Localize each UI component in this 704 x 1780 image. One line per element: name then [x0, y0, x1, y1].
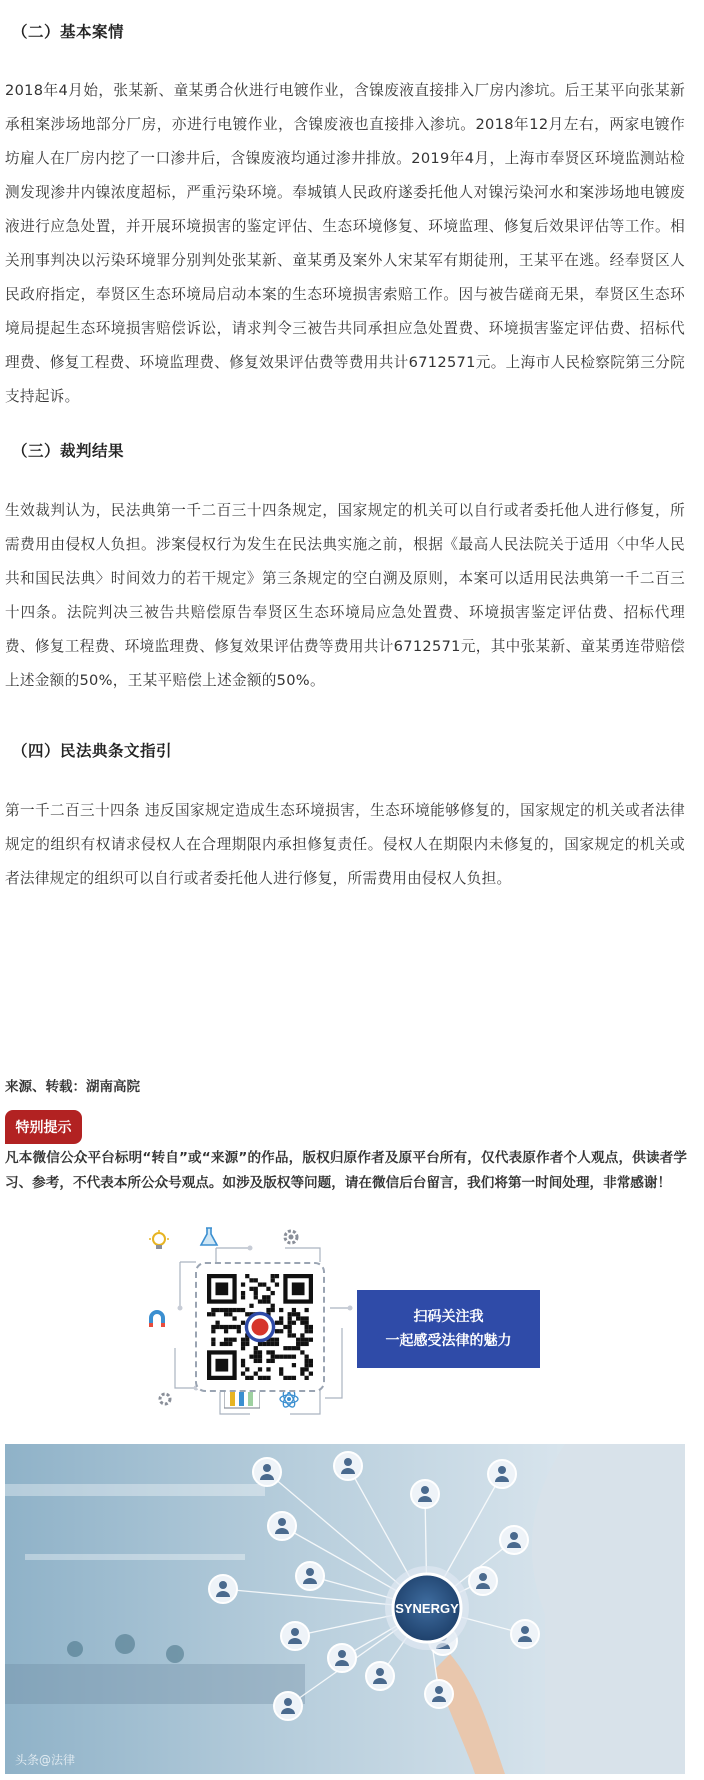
synergy-hero-image	[5, 1444, 685, 1774]
source-line: 来源、转载：湖南高院	[5, 1079, 140, 1095]
section-heading-code: （四）民法典条文指引	[12, 742, 173, 760]
case-paragraph: 2018年4月始，张某新、童某勇合伙进行电镀作业，含镍废液直接排入厂房内渗坑。后王某平向张某新承租案涉场地部分厂房，亦进行电镀作业，含镍废液也直接排入渗坑。2018年12月左右，两家电镀作坊雇人在厂房内挖了一口渗井后，含镍废液均通过渗井排放。2019年4月，上海市奉贤区环境监测站检测发现渗井内镍浓度超标，严重污染环境。奉城镇人民政府遂委托他人对镍污染河水和案涉场地电镀废液进行应急处置，并开展环境损害的鉴定评估、生态环境修复、环境监理、修复后效果评估等工作。相关刑事判决以污染环境罪分别判处张某新、童某勇及案外人宋某军有期徒刑，王某平在逃。经奉贤区人民政府指定，奉贤区生态环境局启动本案的生态环境损害索赔工作。因与被告磋商无果，奉贤区生态环境局提起生态环境损害赔偿诉讼，请求判令三被告共同承担应急处置费、环境损害鉴定评估费、招标代理费、修复工程费、环境监理费、修复效果评估费等费用共计6712571元。上海市人民检察院第三分院支持起诉。	[5, 82, 685, 405]
notice-text: 凡本微信公众平台标明“转自”或“来源”的作品，版权归原作者及原平台所有，仅代表原作者个人观点，供读者学习、参考，不代表本所公众号观点。如涉及版权等问题，请在微信后台留言，我们将第一时间处理，非常感谢！	[5, 1150, 687, 1191]
magnet-icon	[146, 1308, 168, 1330]
hero-illustration	[5, 1444, 685, 1774]
follow-cta-box	[357, 1290, 540, 1368]
gear-small-icon	[154, 1388, 176, 1410]
person-icon	[209, 1575, 237, 1603]
person-icon	[366, 1662, 394, 1690]
person-icon	[274, 1692, 302, 1720]
qr-code-icon[interactable]	[207, 1274, 313, 1380]
hero-watermark: 头条@法律	[15, 1753, 76, 1767]
cta-line-1: 扫码关注我	[413, 1309, 484, 1325]
person-icon	[469, 1567, 497, 1595]
section-heading-judgment: （三）裁判结果	[12, 442, 125, 460]
person-icon	[328, 1644, 356, 1672]
section-heading-case: （二）基本案情	[12, 23, 125, 41]
judgment-paragraph: 生效裁判认为，民法典第一千二百三十四条规定，国家规定的机关可以自行或者委托他人进行修复，所需费用由侵权人负担。涉案侵权行为发生在民法典实施之前，根据《最高人民法院关于适用〈中华人民共和国民法典〉时间效力的若干规定》第三条规定的空白溯及原则，本案可以适用民法典第一千二百三十四条。法院判决三被告共赔偿原告奉贤区生态环境局应急处置费、环境损害鉴定评估费、招标代理费、修复工程费、环境监理费、修复效果评估费等费用共计6712571元，其中张某新、童某勇连带赔偿上述金额的50%，王某平赔偿上述金额的50%。	[5, 502, 685, 689]
code-paragraph: 第一千二百三十四条 违反国家规定造成生态环境损害，生态环境能够修复的，国家规定的机关或者法律规定的组织有权请求侵权人在合理期限内承担修复责任。侵权人在期限内未修复的，国家规定的机关或者法律规定的组织可以自行或者委托他人进行修复，所需费用由侵权人负担。	[5, 802, 685, 887]
person-icon	[281, 1622, 309, 1650]
person-icon	[411, 1480, 439, 1508]
person-icon	[425, 1680, 453, 1708]
notice-badge: 特别提示	[5, 1110, 82, 1144]
qr-block	[160, 1238, 360, 1428]
person-icon	[296, 1562, 324, 1590]
gear-icon	[280, 1226, 302, 1248]
person-icon	[511, 1620, 539, 1648]
person-icon	[268, 1512, 296, 1540]
person-icon	[253, 1458, 281, 1486]
person-icon	[334, 1452, 362, 1480]
lightbulb-icon	[148, 1230, 170, 1252]
qr-frame	[195, 1262, 325, 1392]
flask-icon	[198, 1226, 220, 1248]
cta-line-2: 一起感受法律的魅力	[385, 1333, 512, 1349]
person-icon	[500, 1526, 528, 1554]
hero-center-label: SYNERGY	[395, 1601, 459, 1616]
person-icon	[488, 1460, 516, 1488]
